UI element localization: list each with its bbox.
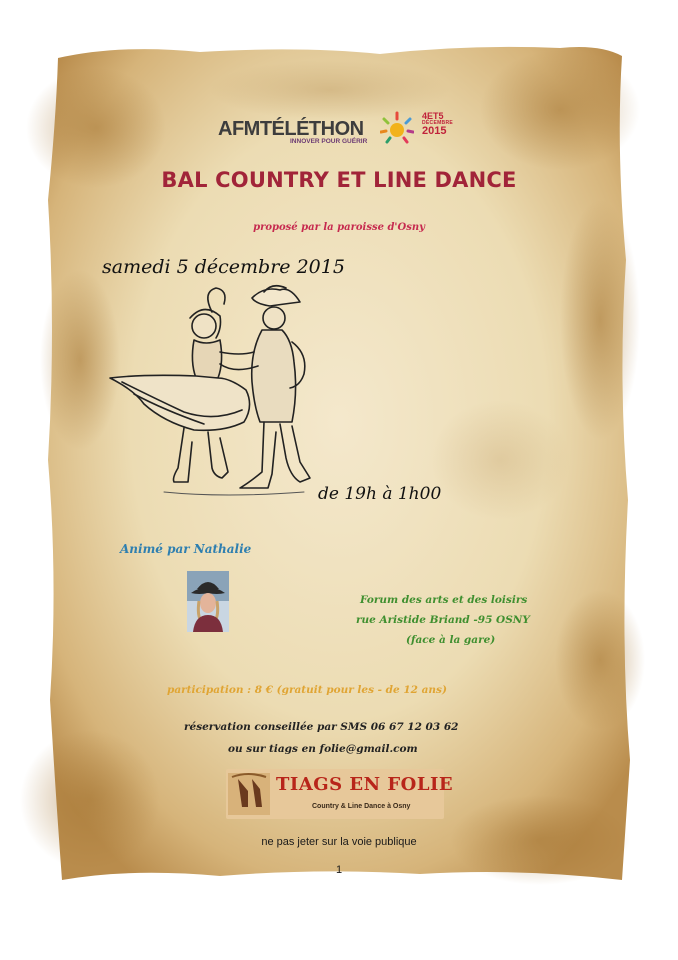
telethon-tagline: INNOVER POUR GUÉRIR	[290, 138, 368, 145]
club-tagline: Country & Line Dance à Osny	[312, 803, 411, 810]
reservation-sms: réservation conseillée par SMS 06 67 12 03 62	[184, 721, 459, 733]
reservation-email: ou sur tiags en folie@gmail.com	[228, 743, 418, 755]
event-title: BAL COUNTRY ET LINE DANCE	[161, 168, 517, 192]
participation-price: participation : 8 € (gratuit pour les - de 12 ans)	[167, 684, 447, 696]
sun-icon	[380, 110, 414, 144]
footer-notice: ne pas jeter sur la voie publique	[261, 836, 417, 848]
reservation-info	[184, 716, 458, 760]
telethon-date-month: DÉCEMBRE	[422, 120, 454, 126]
venue-address	[356, 590, 572, 650]
telethon-logo	[218, 118, 368, 145]
telethon-date-badge	[422, 112, 453, 137]
page-number: 1	[335, 864, 343, 876]
host-photo	[187, 571, 229, 632]
event-organizer: proposé par la paroisse d'Osny	[253, 222, 425, 233]
telethon-date-days: 4ET5	[422, 111, 444, 121]
venue-name: Forum des arts et des loisirs	[360, 594, 528, 606]
event-date: samedi 5 décembre 2015	[102, 256, 345, 278]
event-time: de 19h à 1h00	[318, 484, 442, 504]
telethon-date-year: 2015	[422, 125, 447, 137]
event-host: Animé par Nathalie	[120, 542, 252, 556]
country-dancers-illustration	[104, 282, 320, 504]
club-name: TIAGS EN FOLIE	[276, 774, 454, 795]
venue-street: rue Aristide Briand -95 OSNY	[356, 614, 530, 626]
venue-landmark: (face à la gare)	[406, 634, 496, 646]
telethon-brand: AFMTÉLÉTHON	[218, 118, 364, 140]
